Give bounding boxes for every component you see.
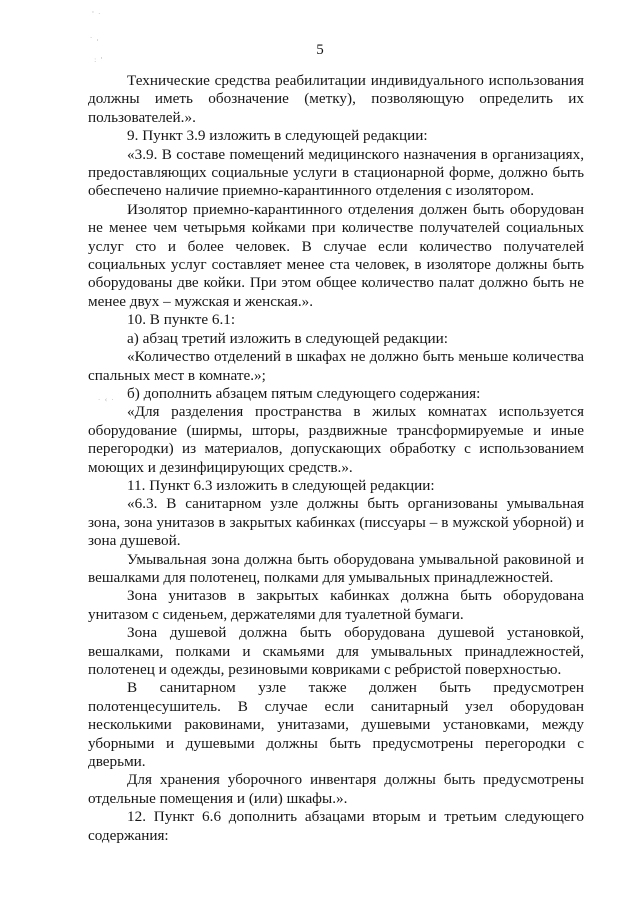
paragraph: Для хранения уборочного инвентаря должны быть предусмотрены отдельные помещения и (или) шкафы.». bbox=[88, 771, 584, 807]
paragraph: Зона унитазов в закрытых кабинках должна быть оборудована унитазом с сиденьем, держателями для туалетной бумаги. bbox=[88, 587, 584, 623]
paragraph: б) дополнить абзацем пятым следующего содержания: bbox=[127, 384, 481, 402]
paragraph: Зона душевой должна быть оборудована душевой установкой, вешалками, полками и скамьями для умывальных принадлежностей, полотенец и одежды, резиновыми ковриками с ребристой поверхностью. bbox=[88, 624, 584, 678]
paragraph: 9. Пункт 3.9 изложить в следующей редакции: bbox=[127, 127, 428, 145]
paragraph: «Количество отделений в шкафах не должно быть меньше количества спальных мест в комнате.»; bbox=[88, 348, 584, 384]
scan-artifact: · , bbox=[90, 34, 100, 42]
paragraph: 11. Пункт 6.3 изложить в следующей редакции: bbox=[127, 476, 435, 494]
paragraph: В санитарном узле также должен быть предусмотрен полотенцесушитель. В случае если санитарный узел оборудован несколькими раковинами, унитазами, душевыми установками, между уборными и душевыми должны быть предусмотрены перегородки с дверьми. bbox=[88, 679, 584, 771]
document-body bbox=[88, 72, 584, 845]
paragraph: 10. В пункте 6.1: bbox=[127, 311, 236, 329]
paragraph: Технические средства реабилитации индивидуального использования должны иметь обозначение (метку), позволяющую определить их пользователей.». bbox=[88, 72, 584, 126]
paragraph: «Для разделения пространства в жилых комнатах используется оборудование (ширмы, шторы, раздвижные трансформируемые и иные перегородки) из материалов, допускающих обработку с использованием моющих и дезинфицирующих средств.». bbox=[88, 403, 584, 476]
scan-artifact: ' · bbox=[92, 10, 102, 18]
paragraph: «3.9. В составе помещений медицинского назначения в организациях, предоставляющих социальные услуги в стационарной форме, должно быть обеспечено наличие приемно-карантинного отделения с изолятором. bbox=[88, 145, 584, 200]
scan-artifact: : ' bbox=[94, 56, 104, 64]
paragraph: «6.3. В санитарном узле должны быть организованы умывальная зона, зона унитазов в закрытых кабинках (писсуары – в мужской уборной) и зона душевой. bbox=[88, 495, 584, 550]
paragraph: Изолятор приемно-карантинного отделения должен быть оборудован не менее чем четырьмя койками при количестве получателей социальных услуг сто и более человек. В случае если количество получателей социальных услуг составляет менее ста человек, в изоляторе должны быть оборудованы две койки. При этом общее количество палат должно быть не менее двух – мужская и женская.». bbox=[88, 200, 584, 310]
scan-artifact: · ‹ · bbox=[98, 396, 115, 404]
paragraph: а) абзац третий изложить в следующей редакции: bbox=[127, 329, 448, 347]
paragraph: 12. Пункт 6.6 дополнить абзацами вторым и третьим следующего содержания: bbox=[88, 808, 584, 844]
paragraph: Умывальная зона должна быть оборудована умывальной раковиной и вешалками для полотенец, полками для умывальных принадлежностей. bbox=[88, 550, 584, 586]
page-number: 5 bbox=[316, 42, 324, 58]
